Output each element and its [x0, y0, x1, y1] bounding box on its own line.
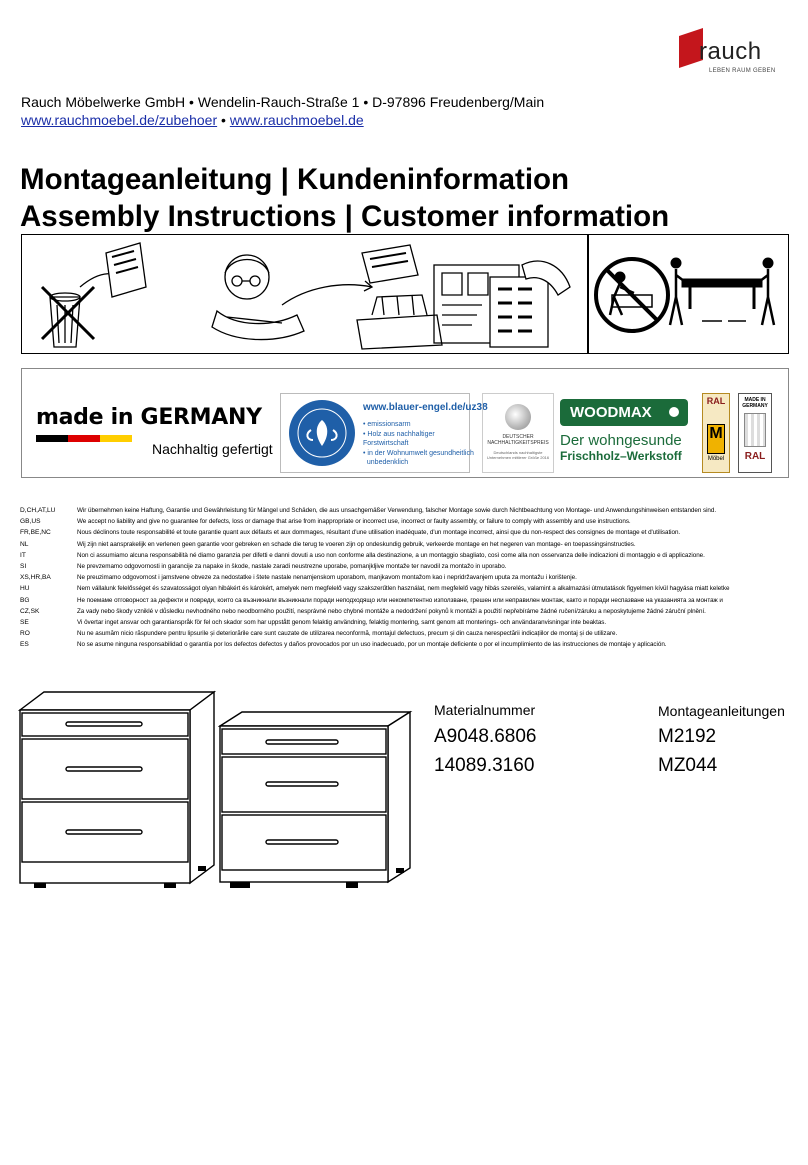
disclaimer-row — [20, 550, 790, 561]
lift-do-not-drag-icon — [596, 258, 774, 331]
country-codes: XS,HR,BA — [20, 574, 51, 582]
brand-name: rauch — [699, 38, 762, 65]
blauer-engel-item: unbedenklich — [363, 459, 409, 466]
blauer-engel-icon — [289, 400, 355, 466]
read-instructions-icon — [212, 255, 372, 340]
disclaimer-text: Ne prevzemamo odgovornosti in garancije za napake in škode, nastale zaradi neustrezne uporabe, pomanjkljive montaže ter navodil za montažo in uporabo. — [77, 563, 507, 571]
blauer-engel-badge — [280, 393, 488, 473]
disclaimer-text: Ne preuzimamo odgovornost i jamstvene obveze za nedostatke i štete nastale nenamjenskom uporabom, manjkavom montažom kao i nepridržavanjem uputa za montažu i korištenje. — [77, 574, 577, 582]
disclaimer-row — [20, 639, 790, 650]
country-codes: RO — [20, 630, 30, 638]
title-german: Montageanleitung | Kundeninformation — [20, 163, 570, 196]
disclaimer-text: Non ci assumiamo alcuna responsabilità né diamo garanzia per difetti e danni dovuti a uso non conforme alla destinazione, a un montaggio sbagliato, così come alla non osservanza delle indicazioni di montaggio e di applicazione. — [77, 551, 705, 559]
assembly-manuals-label: Montageanleitungen — [658, 703, 785, 719]
award-line: Deutschlands nachhaltigste — [493, 450, 543, 455]
disclaimer-text: Nu ne asumăm nicio răspundere pentru lipsurile și deteriorările care sunt cauzate de utilizarea neconformă, montajul defectuos, precum și din cauza nerespectării indicațiilor de montaj și de utilizare. — [77, 630, 618, 638]
disclaimer-text: Vi övertar inget ansvar och garantianspråk för fel och skador som har uppstått genom felaktig användning, felaktig montering, samt genom att monterings- och användaranvisningar inte beaktas. — [77, 618, 607, 626]
brand-tagline: LEBEN RAUM GEBEN — [709, 68, 776, 74]
ral-moebel-badge — [702, 393, 730, 473]
certification-band — [21, 368, 789, 478]
title-english: Assembly Instructions | Customer information — [20, 200, 670, 233]
blauer-engel-item: • emissionsarm — [363, 421, 411, 428]
disclaimer-row — [20, 527, 790, 538]
disclaimer-text: Nem vállalunk felelősséget és szavatosságot olyan hibákért és károkért, amelyek nem megfelelő vagy szakszerűtlen használat, nem megfelelő vagy hibás szerelés, valamint a alkalmazási útmutatások figyelmen kívül hagyása miatt keletke — [77, 585, 730, 593]
country-codes: BG — [20, 596, 30, 604]
instruction-icon-strip — [21, 234, 789, 354]
accessories-link[interactable]: www.rauchmoebel.de/zubehoer — [21, 112, 218, 128]
country-codes: ES — [20, 641, 29, 649]
blauer-engel-item: • in der Wohnumwelt gesundheitlich — [363, 449, 474, 457]
disclaimer-text: Nous déclinons toute responsabilité et toute garantie quant aux défauts et aux dommages, résultant d'une utilisation inadéquate, d'un montage incorrect, ainsi que du non-respect des consignes de montage et d'utilisation. — [77, 529, 681, 537]
award-line: NACHHALTIGKEITSPREIS — [487, 440, 549, 446]
disclaimer-row — [20, 561, 790, 572]
country-codes: D,CH,AT,LU — [20, 507, 56, 515]
woodmax-line: Der wohngesunde — [560, 432, 682, 449]
country-codes: FR,BE,NC — [20, 529, 51, 537]
made-in-germany-title: made in GERMANY — [36, 405, 262, 430]
rauch-logo — [677, 28, 787, 78]
country-codes: HU — [20, 585, 30, 593]
disclaimer-row — [20, 516, 790, 527]
ral-made-in-germany-badge — [738, 393, 772, 473]
ral-label: RAL — [706, 396, 726, 406]
disclaimer-text: Не поемаме отговорност за дефекти и повреди, които са възникнали възникнали поради неподходящо или некомпетентно използване, грешен или неправилен монтаж, както и поради неспазване на указанията за монтаж и — [77, 596, 723, 604]
assembly-manual-number: MZ044 — [658, 755, 718, 776]
material-number: 14089.3160 — [434, 755, 535, 776]
award-line: DEUTSCHER — [502, 434, 534, 440]
disclaimer-row — [20, 583, 790, 594]
blauer-engel-criteria — [363, 420, 474, 468]
country-codes: SE — [20, 618, 29, 626]
assembly-manual-number: M2192 — [658, 726, 717, 747]
company-links — [21, 111, 364, 129]
liability-disclaimer — [20, 505, 790, 650]
woodmax-logo — [560, 399, 688, 426]
disclaimer-row — [20, 595, 790, 606]
disclaimer-text: We accept no liability and give no guarantee for defects, loss or damage that arise from inappropriate or incorrect use, incorrect or faulty assembly, or failure to comply with assembly and use instructions. — [77, 518, 631, 526]
disclaimer-row — [20, 505, 790, 516]
ral-m-mark: M — [707, 424, 725, 454]
german-flag-bar — [36, 435, 132, 442]
sustainability-award-badge — [482, 393, 554, 473]
disclaimer-row — [20, 572, 790, 583]
disclaimer-text: Za vady nebo škody vzniklé v důsledku nevhodného nebo neodborného použití, nesprávné nebo chybné montáže a nedodržení pokynů k montáži a použití nepřebíráme žádné ručení/záruku a neposkytujeme žádné záruční plnění. — [77, 607, 706, 615]
ral-moebel-label: Möbel — [707, 456, 725, 462]
company-address: Rauch Möbelwerke GmbH • Wendelin-Rauch-Straße 1 • D-97896 Freudenberg/Main — [21, 94, 545, 110]
ral-badge-title: MADE IN GERMANY — [742, 397, 768, 409]
country-codes: NL — [20, 540, 29, 548]
blauer-engel-item: • Holz aus nachhaltiger Forstwirtschaft — [363, 430, 435, 447]
material-number-label: Materialnummer — [434, 702, 536, 718]
award-line: Unternehmen mittlerer Größe 2016 — [486, 455, 550, 460]
disclaimer-row — [20, 539, 790, 550]
made-in-germany-subtitle: Nachhaltig gefertigt — [152, 441, 273, 457]
nightstand-large-drawing — [18, 690, 218, 890]
woodmax-badge — [560, 399, 688, 463]
disclaimer-row — [20, 628, 790, 639]
woodmax-name: WOODMAX — [570, 404, 652, 421]
award-medal-icon — [505, 404, 531, 430]
disclaimer-text: No se asume ninguna responsabilidad o garantía por los defectos defectos y daños provocados por un uso inadecuado, por un montaje deficiente o por el incumplimiento de las instrucciones de montaje y aplicación. — [77, 641, 667, 649]
country-codes: GB,US — [20, 518, 41, 526]
ral-badge-graphic — [744, 413, 766, 447]
country-codes: CZ,SK — [20, 607, 40, 615]
made-in-germany-label — [36, 405, 273, 457]
disclaimer-row — [20, 617, 790, 628]
country-codes: SI — [20, 563, 27, 571]
woodmax-dot-icon — [666, 404, 682, 420]
woodmax-line: Frischholz–Werkstoff — [560, 449, 682, 463]
disclaimer-text: Wij zijn niet aansprakelijk en verlenen geen garantie voor gebreken en schade die terug te voeren zijn op ondeskundig gebruik, verkeerde montage en het negeren van montage- en toepassingsinstructies. — [77, 540, 636, 548]
do-not-discard-instructions-icon — [42, 243, 146, 347]
store-instructions-icon — [357, 245, 570, 349]
nightstand-small-drawing — [218, 710, 414, 890]
blauer-engel-url: www.blauer-engel.de/uz38 — [363, 402, 488, 413]
link-separator: • — [217, 112, 230, 128]
disclaimer-text: Wir übernehmen keine Haftung, Garantie und Gewährleistung für Mängel und Schäden, die aus unsachgemäßer Verwendung, falscher Montage sowie durch Nichtbeachtung von Montage- und Anwendungshinweisen entstanden sind. — [77, 507, 717, 515]
ral-badge-label: RAL — [744, 451, 766, 462]
country-codes: IT — [20, 551, 26, 559]
material-number: A9048.6806 — [434, 726, 537, 747]
website-link[interactable]: www.rauchmoebel.de — [229, 112, 364, 128]
disclaimer-row — [20, 606, 790, 617]
